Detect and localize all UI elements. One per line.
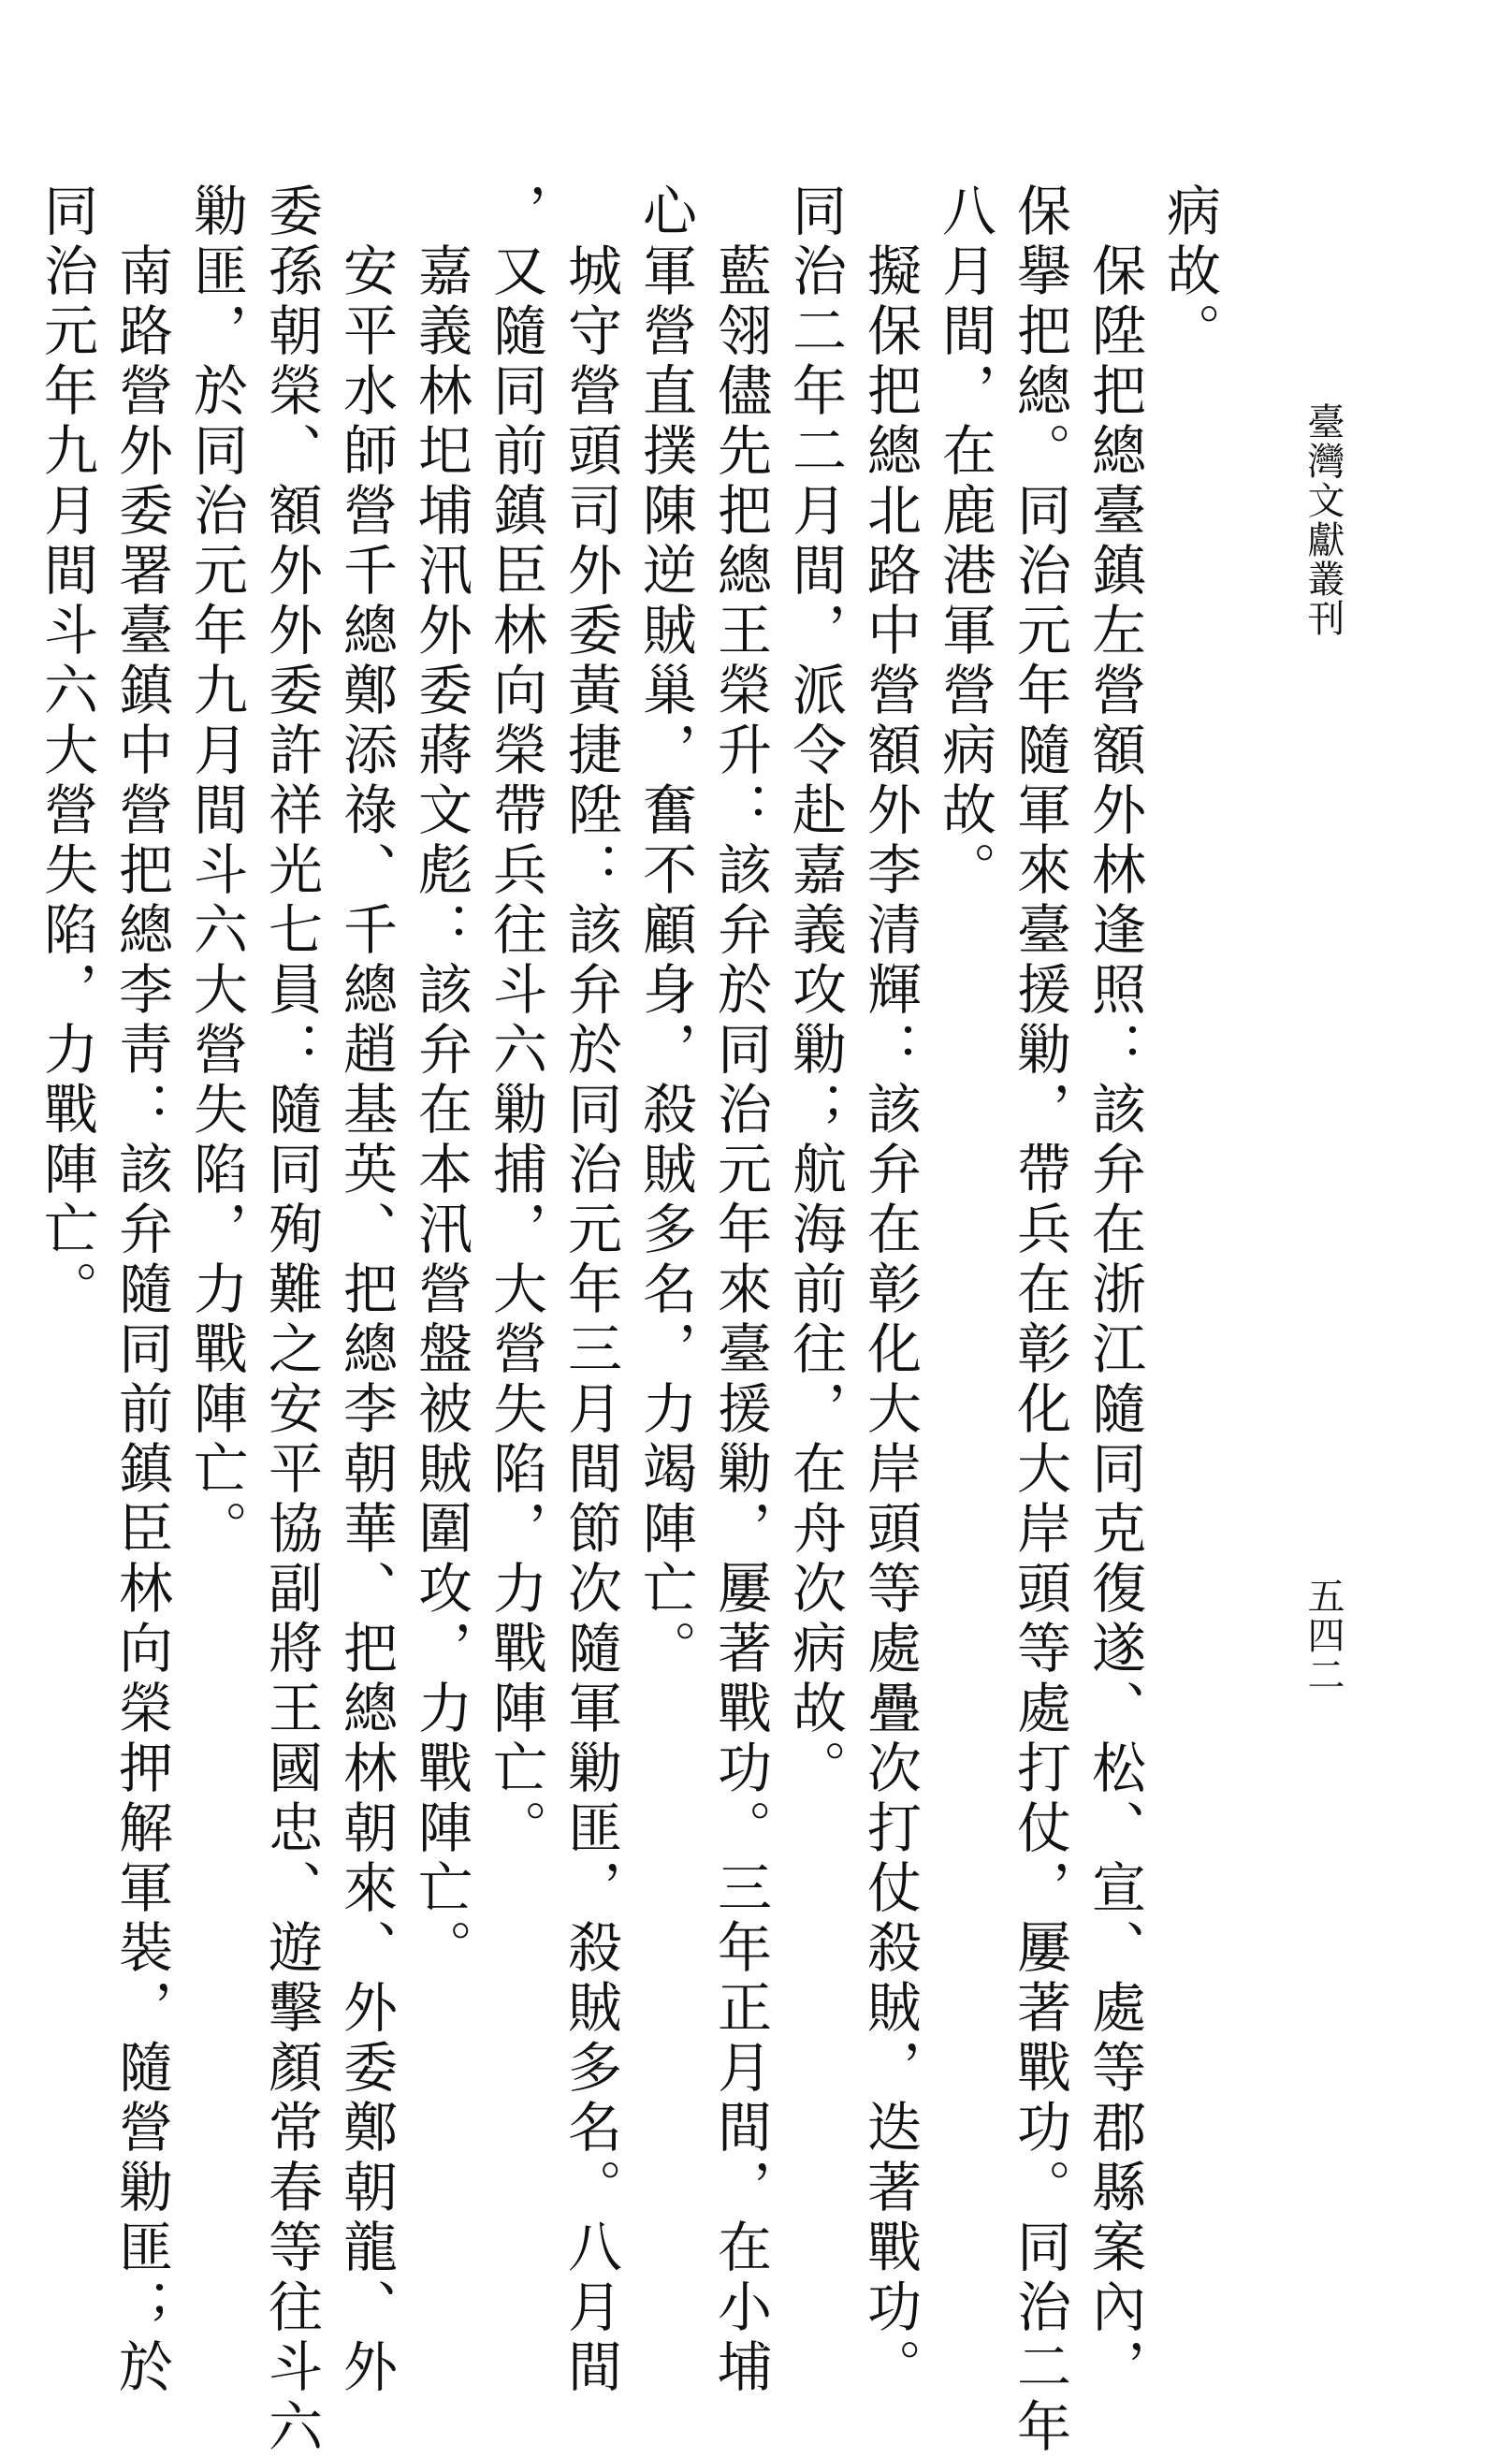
text-column-14: 勦匪，於同治元年九月間斗六大營失陷，力戰陣亡。: [184, 182, 248, 1560]
text-column-7: 藍翎儘先把總王榮升：該弁於同治元年來臺援勦，屢著戰功。三年正月間，在小埔: [708, 242, 772, 2398]
text-column-10: ，又隨同前鎮臣林向榮帶兵往斗六勦捕，大營失陷，力戰陣亡。: [484, 182, 547, 1859]
text-column-16: 同治元年九月間斗六大營失陷，力戰陣亡。: [35, 182, 98, 1320]
running-title: 臺灣文獻叢刊: [1301, 402, 1345, 638]
text-column-3: 保擧把總。同治元年隨軍來臺援勦，帶兵在彰化大岸頭等處打仗，屢著戰功。同治二年: [1008, 182, 1071, 2458]
text-column-11: 嘉義林圯埔汛外委蔣文彪：該弁在本汛營盤被賊圍攻，力戰陣亡。: [409, 242, 472, 1979]
text-column-5: 擬保把總北路中營額外李清輝：該弁在彰化大岸頭等處疊次打仗殺賊，迭著戰功。: [858, 242, 922, 2398]
text-column-12: 安平水師營千總鄭添祿、千總趙基英、把總李朝華、把總林朝來、外委鄭朝龍、外: [334, 242, 398, 2398]
text-column-1: 病故。: [1157, 182, 1221, 362]
page-number: 五四二: [1301, 1577, 1345, 1694]
text-column-9: 城守營頭司外委黃捷陞：該弁於同治元年三月間節次隨軍勦匪，殺賊多名。八月間: [559, 242, 622, 2398]
text-column-2: 保陞把總臺鎮左營額外林逢照：該弁在浙江隨同克復遂、松、宣、處等郡縣案內，: [1083, 242, 1146, 2398]
text-column-4: 八月間，在鹿港軍營病故。: [933, 182, 996, 901]
text-column-15: 南路營外委署臺鎮中營把總李靑：該弁隨同前鎮臣林向榮押解軍裝，隨營勦匪；於: [109, 242, 173, 2398]
text-column-13: 委孫朝榮、額外外委許祥光七員：隨同殉難之安平協副將王國忠、遊擊顏常春等往斗六: [259, 182, 323, 2458]
text-column-8: 心軍營直撲陳逆賊巢，奮不顧身，殺賊多名，力竭陣亡。: [633, 182, 697, 1680]
text-column-6: 同治二年二月間，派令赴嘉義攻勦；航海前往，在舟次病故。: [783, 182, 847, 1799]
body-text: [29, 182, 1227, 2458]
